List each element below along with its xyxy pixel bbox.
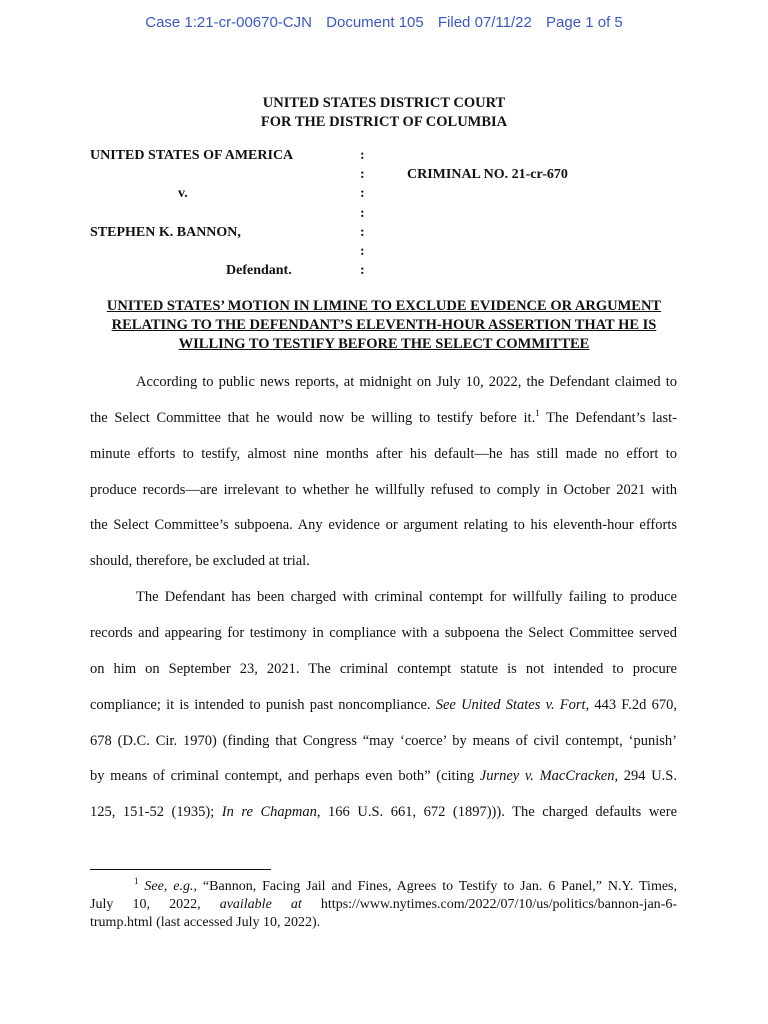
caption-colon: : xyxy=(360,244,365,259)
paragraph-line: by means of criminal contempt, and perhaps even both” (citing Jurney v. MacCracken, 294 U.S. xyxy=(90,768,677,784)
motion-title-line: RELATING TO THE DEFENDANT’S ELEVENTH-HOUR ASSERTION THAT HE IS xyxy=(111,317,657,333)
caption-colon: : xyxy=(360,225,365,240)
motion-title xyxy=(80,297,688,354)
motion-title-line: UNITED STATES’ MOTION IN LIMINE TO EXCLUDE EVIDENCE OR ARGUMENT xyxy=(106,298,662,314)
document-number: Document 105 xyxy=(326,14,424,31)
case-citation: Jurney v. MacCracken xyxy=(479,768,615,784)
court-district: FOR THE DISTRICT OF COLUMBIA xyxy=(260,114,508,130)
caption-plaintiff: UNITED STATES OF AMERICA xyxy=(90,148,294,163)
footnote-line: $^1$ See, e.g., “Bannon, Facing Jail and Fines, Agrees to Testify to Jan. 6 Panel,” N.Y. Times, xyxy=(134,876,677,894)
caption-colon: : xyxy=(360,206,365,221)
case-number-header: Case 1:21-cr-00670-CJN xyxy=(145,14,312,31)
paragraph-line: the Select Committee that he would now be willing to testify before it.$^1$ The Defendant’s last- xyxy=(90,408,677,426)
footnote-line: trump.html (last accessed July 10, 2022). xyxy=(90,915,321,930)
court-heading xyxy=(0,94,768,132)
paragraph-line: The Defendant has been charged with criminal contempt for willfully failing to produce xyxy=(136,589,677,605)
case-citation: See United States v. Fort xyxy=(435,697,586,713)
caption-criminal-number: CRIMINAL NO. 21-cr-670 xyxy=(407,167,568,182)
paragraph-line: minute efforts to testify, almost nine months after his default—he has still made no effort to xyxy=(90,446,677,462)
paragraph-line: produce records—are irrelevant to whether he willfully refused to comply in October 2021 with xyxy=(90,482,677,498)
court-name: UNITED STATES DISTRICT COURT xyxy=(262,95,506,111)
paragraph-line: on him on September 23, 2021. The criminal contempt statute is not intended to procure xyxy=(90,661,677,677)
footnote-line: July 10, 2022, available at https://www.nytimes.com/2022/07/10/us/politics/bannon-jan-6- xyxy=(90,897,677,912)
caption-colon: : xyxy=(360,263,365,278)
case-citation: In re Chapman xyxy=(221,804,317,820)
filed-date: Filed 07/11/22 xyxy=(437,14,532,31)
caption-versus: v. xyxy=(178,186,188,201)
case-header xyxy=(0,14,768,31)
page-indicator: Page 1 of 5 xyxy=(546,14,623,31)
caption-defendant-label: Defendant. xyxy=(226,263,292,278)
paragraph-line: should, therefore, be excluded at trial. xyxy=(90,553,310,569)
paragraph-line: the Select Committee’s subpoena. Any evidence or argument relating to his eleventh-hour efforts xyxy=(90,517,677,533)
footnote-url[interactable]: https://www.nytimes.com/2022/07/10/us/politics/bannon-jan-6- xyxy=(301,897,677,912)
caption-colon: : xyxy=(360,148,365,163)
footnote-number: 1 xyxy=(134,876,139,886)
caption-colon: : xyxy=(360,186,365,201)
caption-defendant-name: STEPHEN K. BANNON, xyxy=(90,225,241,240)
footnote-divider xyxy=(90,869,271,870)
paragraph-line: compliance; it is intended to punish past noncompliance. See United States v. Fort, 443 F.2d 670, xyxy=(90,697,677,713)
paragraph-line: 125, 151-52 (1935); In re Chapman, 166 U.S. 661, 672 (1897))). The charged defaults were xyxy=(90,804,678,820)
footnote-reference[interactable]: 1 xyxy=(535,408,540,418)
caption-colon: : xyxy=(360,167,365,182)
paragraph-line: records and appearing for testimony in compliance with a subpoena the Select Committee served xyxy=(90,625,677,641)
paragraph-line: According to public news reports, at midnight on July 10, 2022, the Defendant claimed to xyxy=(136,374,677,390)
motion-title-line: WILLING TO TESTIFY BEFORE THE SELECT COMMITTEE xyxy=(178,336,590,352)
paragraph-line: 678 (D.C. Cir. 1970) (finding that Congress “may ‘coerce’ by means of civil contempt, ‘punish’ xyxy=(90,733,677,749)
